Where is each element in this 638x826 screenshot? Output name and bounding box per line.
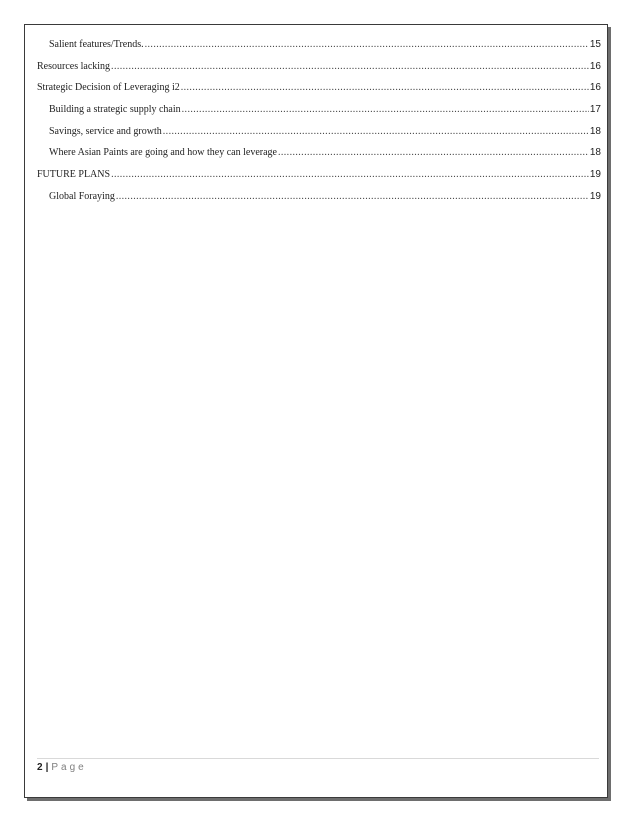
- footer-separator: |: [45, 762, 49, 773]
- footer-divider: [37, 758, 599, 759]
- toc-dot-leader: [182, 99, 589, 121]
- toc-entry-page: 19: [589, 169, 601, 181]
- page-footer: [37, 762, 87, 773]
- toc-entry-page: 19: [589, 190, 601, 202]
- toc-dot-leader: [181, 77, 589, 99]
- page: [24, 24, 608, 798]
- toc-entry-title: FUTURE PLANS: [37, 169, 111, 181]
- toc-entry-title: Resources lacking: [37, 60, 111, 72]
- toc-entry[interactable]: [37, 142, 601, 164]
- toc-entry-title: Global Foraying: [49, 190, 115, 202]
- toc-dot-leader: [116, 186, 589, 208]
- toc-entry[interactable]: [37, 164, 601, 186]
- toc-entry-title: Strategic Decision of Leveraging i2: [37, 82, 180, 94]
- toc-entry[interactable]: [37, 121, 601, 143]
- toc-entry-page: 18: [589, 125, 601, 137]
- toc-entry[interactable]: [37, 186, 601, 208]
- toc-dot-leader: [111, 164, 589, 186]
- toc-entry-title: Building a strategic supply chain: [49, 104, 181, 116]
- toc-entry-page: 18: [589, 147, 601, 159]
- toc-entry[interactable]: [37, 56, 601, 78]
- footer-page-label: Page: [51, 762, 87, 773]
- toc-entry-page: 17: [589, 104, 601, 116]
- toc-dot-leader: [111, 56, 589, 78]
- toc-entry-page: 15: [589, 39, 601, 50]
- toc-entry-title: Savings, service and growth: [49, 125, 162, 137]
- toc-dot-leader: [278, 142, 589, 164]
- table-of-contents: [37, 34, 601, 208]
- toc-entry-title: Where Asian Paints are going and how they can leverage: [49, 147, 277, 159]
- toc-dot-leader: [145, 34, 589, 56]
- toc-entry[interactable]: [37, 99, 601, 121]
- toc-entry-page: 16: [589, 60, 601, 72]
- toc-entry-page: 16: [589, 82, 601, 94]
- toc-dot-leader: [163, 121, 589, 143]
- toc-entry-title: Salient features/Trends.: [49, 39, 144, 50]
- toc-entry[interactable]: [37, 34, 601, 56]
- toc-entry[interactable]: [37, 77, 601, 99]
- footer-page-number: 2: [37, 762, 43, 773]
